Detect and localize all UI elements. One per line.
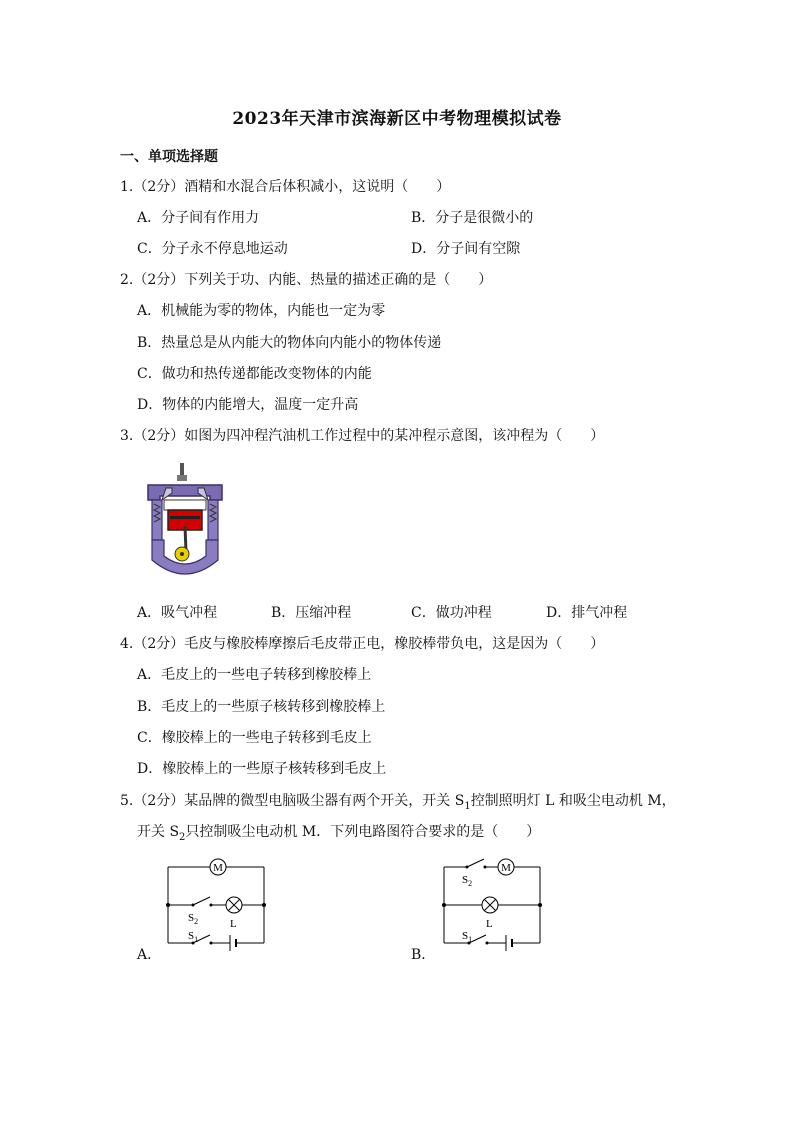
question-1-stem: 1.（2分）酒精和水混合后体积减小，这说明（ ） [120,179,451,195]
motor-label: M [213,862,223,874]
q5-option-a[interactable]: A． [137,947,162,963]
question-5-stem-line2: 开关 $S_2$只控制吸尘电动机 M．下列电路图符合要求的是（ ） [137,824,541,843]
question-5-stem-line1: 5.（2分）某品牌的微型电脑吸尘器有两个开关，开关 $S_1$控制照明灯 L 和吸尘电动机 M， [120,793,676,812]
q1-option-b[interactable]: B．分子是很微小的 [411,210,534,226]
circuit-a-diagram [160,855,270,955]
q2-option-a[interactable]: A．机械能为零的物体，内能也一定为零 [137,303,386,319]
question-3-stem: 3.（2分）如图为四冲程汽油机工作过程中的某冲程示意图，该冲程为（ ） [120,428,605,444]
lamp-label: L [486,918,493,930]
q3-option-c[interactable]: C．做功冲程 [411,605,492,621]
q1-option-c[interactable]: C．分子永不停息地运动 [137,241,288,257]
q3-option-b[interactable]: B．压缩冲程 [271,605,352,621]
s2-label: $S_2$ [188,912,199,926]
q1-option-a[interactable]: A．分子间有作用力 [137,210,260,226]
q2-option-b[interactable]: B．热量总是从内能大的物体向内能小的物体传递 [137,335,442,351]
q1-option-d[interactable]: D．分子间有空隙 [411,241,521,257]
motor-label: M [501,862,511,874]
exam-title: 2023年天津市滨海新区中考物理模拟试卷 [232,109,562,129]
s1-label: $S_1$ [188,930,199,944]
section-heading: 一、单项选择题 [120,149,218,165]
q4-option-a[interactable]: A．毛皮上的一些电子转移到橡胶棒上 [137,667,372,683]
q3-option-a[interactable]: A．吸气冲程 [137,605,218,621]
q4-option-b[interactable]: B．毛皮上的一些原子核转移到橡胶棒上 [137,699,386,715]
q3-option-d[interactable]: D．排气冲程 [546,605,628,621]
switch-s2-symbol [467,859,484,867]
spark-plug-icon [180,463,184,475]
q2-option-c[interactable]: C．做功和热传递都能改变物体的内能 [137,366,372,382]
engine-diagram [140,460,230,582]
q4-option-d[interactable]: D．橡胶棒上的一些原子核转移到毛皮上 [137,761,387,777]
s2-label: $S_2$ [462,874,473,888]
circuit-b-diagram [436,855,546,955]
switch-s2-symbol [193,897,210,905]
lamp-label: L [230,918,237,930]
question-4-stem: 4.（2分）毛皮与橡胶棒摩擦后毛皮带正电，橡胶棒带负电，这是因为（ ） [120,636,605,652]
s1-label: $S_1$ [462,930,473,944]
q2-option-d[interactable]: D．物体的内能增大，温度一定升高 [137,397,359,413]
q4-option-c[interactable]: C．橡胶棒上的一些电子转移到毛皮上 [137,730,372,746]
question-2-stem: 2.（2分）下列关于功、内能、热量的描述正确的是（ ） [120,272,493,288]
q5-option-b[interactable]: B． [411,947,436,963]
